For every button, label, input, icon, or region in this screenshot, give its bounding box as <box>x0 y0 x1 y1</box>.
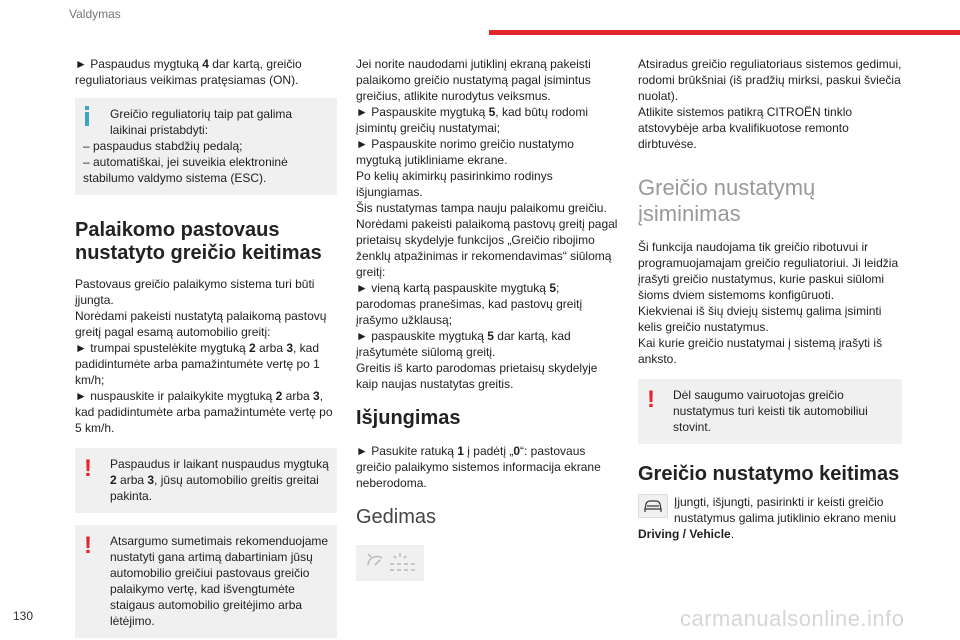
section-heading: Greičio nustatymų įsiminimas <box>638 175 816 226</box>
column-3 <box>638 56 902 542</box>
body-paragraph: Greitis iš karto parodomas prietaisų skydelyje kaip naujas nustatytas greitis. <box>356 361 598 391</box>
car-icon <box>638 494 668 518</box>
body-paragraph: Šis nustatymas tampa nauju palaikomu greičiu. <box>356 201 607 215</box>
info-box <box>75 98 337 195</box>
warning-box <box>75 525 337 638</box>
column-2 <box>356 56 618 581</box>
body-paragraph: Kai kurie greičio nustatymai į sistemą įrašyti iš anksto. <box>638 336 883 366</box>
info-item: – paspaudus stabdžių pedalą; <box>83 139 243 153</box>
warning-text: Atsargumo sumetimais rekomenduojame nustatyti gana artimą dabartiniam jūsų automobilio greičiui pastovaus greičio palaikymo vertę, kad išvengtumėte staigaus automobilio greitėjimo arba lėtėjimo. <box>110 534 329 628</box>
info-icon <box>85 106 89 126</box>
header-accent-bar <box>489 30 960 35</box>
body-paragraph: parodomas pranešimas, kad pastovų greitį įrašymo užklausą; <box>356 297 583 327</box>
body-paragraph: Atlikite sistemos patikrą CITROËN tinklo atstovybėje arba kvalifikuotose remonto dirbtuvėse. <box>638 105 853 151</box>
page-number: 130 <box>13 609 34 623</box>
warning-text: Paspaudus ir laikant nuspaudus mygtuką 2 arba 3, jūsų automobilio greitis greitai pakinta. <box>110 457 329 503</box>
warning-icon: ! <box>84 532 92 559</box>
body-paragraph: Atsiradus greičio reguliatoriaus sistemos gedimui, rodomi brūkšniai (iš pradžių mirksi, paskui šviečia nuolat). <box>638 57 902 103</box>
speed-limiter-fault-icon <box>356 545 424 581</box>
change-paragraph: Įjungti, išjungti, pasirinkti ir keisti greičio nustatymus galima jutiklinio ekrano meniu Driving / Vehicle. <box>638 495 897 541</box>
bullet-item: ► vieną kartą paspauskite mygtuką 5; <box>356 281 560 295</box>
warning-box <box>638 379 902 444</box>
warning-icon: ! <box>647 386 655 413</box>
body-paragraph: Pastovaus greičio palaikymo sistema turi būti įjungta. <box>75 277 315 307</box>
column-1 <box>75 56 337 638</box>
section-heading: Palaikomo pastovaus nustatyto greičio keitimas <box>75 219 322 264</box>
section-heading: Išjungimas <box>356 407 461 429</box>
body-paragraph: ► Pasukite ratuką 1 į padėtį „0“: pastovaus greičio palaikymo sistemos informacija ekrane neberodoma. <box>356 444 601 490</box>
section-title: Valdymas <box>69 7 121 21</box>
section-heading: Greičio nustatymo keitimas <box>638 463 900 485</box>
body-paragraph: Kiekvienai iš šių dviejų sistemų galima įsiminti kelis greičio nustatymus. <box>638 304 882 334</box>
bullet-item: ► trumpai spustelėkite mygtuką 2 arba 3, kad padidintumėte arba pamažintumėte vertę po 1 km/h; <box>75 341 320 387</box>
watermark: carmanualsonline.info <box>680 606 905 631</box>
body-paragraph: Jei norite naudodami jutiklinį ekraną pakeisti palaikomo greičio nustatymą pagal įsimintus greičius, atlikite nurodytus veiksmus. <box>356 57 591 103</box>
body-paragraph: Norėdami pakeisti nustatytą palaikomą pastovų greitį pagal esamą automobilio greitį: <box>75 309 327 339</box>
bullet-item: ► Paspauskite norimo greičio nustatymo mygtuką jutikliniame ekrane. <box>356 137 574 167</box>
bullet-item: ► paspauskite mygtuką 5 dar kartą, kad įrašytumėte siūlomą greitį. <box>356 329 571 359</box>
body-paragraph: Po kelių akimirkų pasirinkimo rodinys išjungiamas. <box>356 169 553 199</box>
warning-text: Dėl saugumo vairuotojas greičio nustatymus turi keisti tik automobiliui stovint. <box>673 388 868 434</box>
section-heading: Gedimas <box>356 506 437 528</box>
bullet-item: ► nuspauskite ir palaikykite mygtuką 2 arba 3, kad padidintumėte arba pamažintumėte vertę po 5 km/h. <box>75 389 333 435</box>
warning-icon: ! <box>84 455 92 482</box>
info-item: – automatiškai, jei suveikia elektroninė stabilumo valdymo sistema (ESC). <box>83 155 288 185</box>
body-paragraph: Norėdami pakeisti palaikomą pastovų greitį pagal prietaisų skydelyje funkcijos „Greičio ribojimo ženklų atpažinimas ir rekomendavimas“ siūlomą greitį: <box>356 217 618 279</box>
info-text: Greičio reguliatorių taip pat galima laikinai pristabdyti: <box>110 107 293 137</box>
body-paragraph: Ši funkcija naudojama tik greičio ribotuvui ir programuojamajam greičio reguliatoriui. Ji leidžia įrašyti greičio nustatymus, kurie paskui siūlomi šioms dviem sistemoms konfigūruoti. <box>638 240 899 302</box>
bullet-item: ► Paspauskite mygtuką 5, kad būtų rodomi įsimintų greičių nustatymai; <box>356 105 589 135</box>
intro-paragraph: ► Paspaudus mygtuką 4 dar kartą, greičio reguliatoriaus veikimas pratęsiamas (ON). <box>75 57 302 87</box>
warning-box <box>75 448 337 513</box>
